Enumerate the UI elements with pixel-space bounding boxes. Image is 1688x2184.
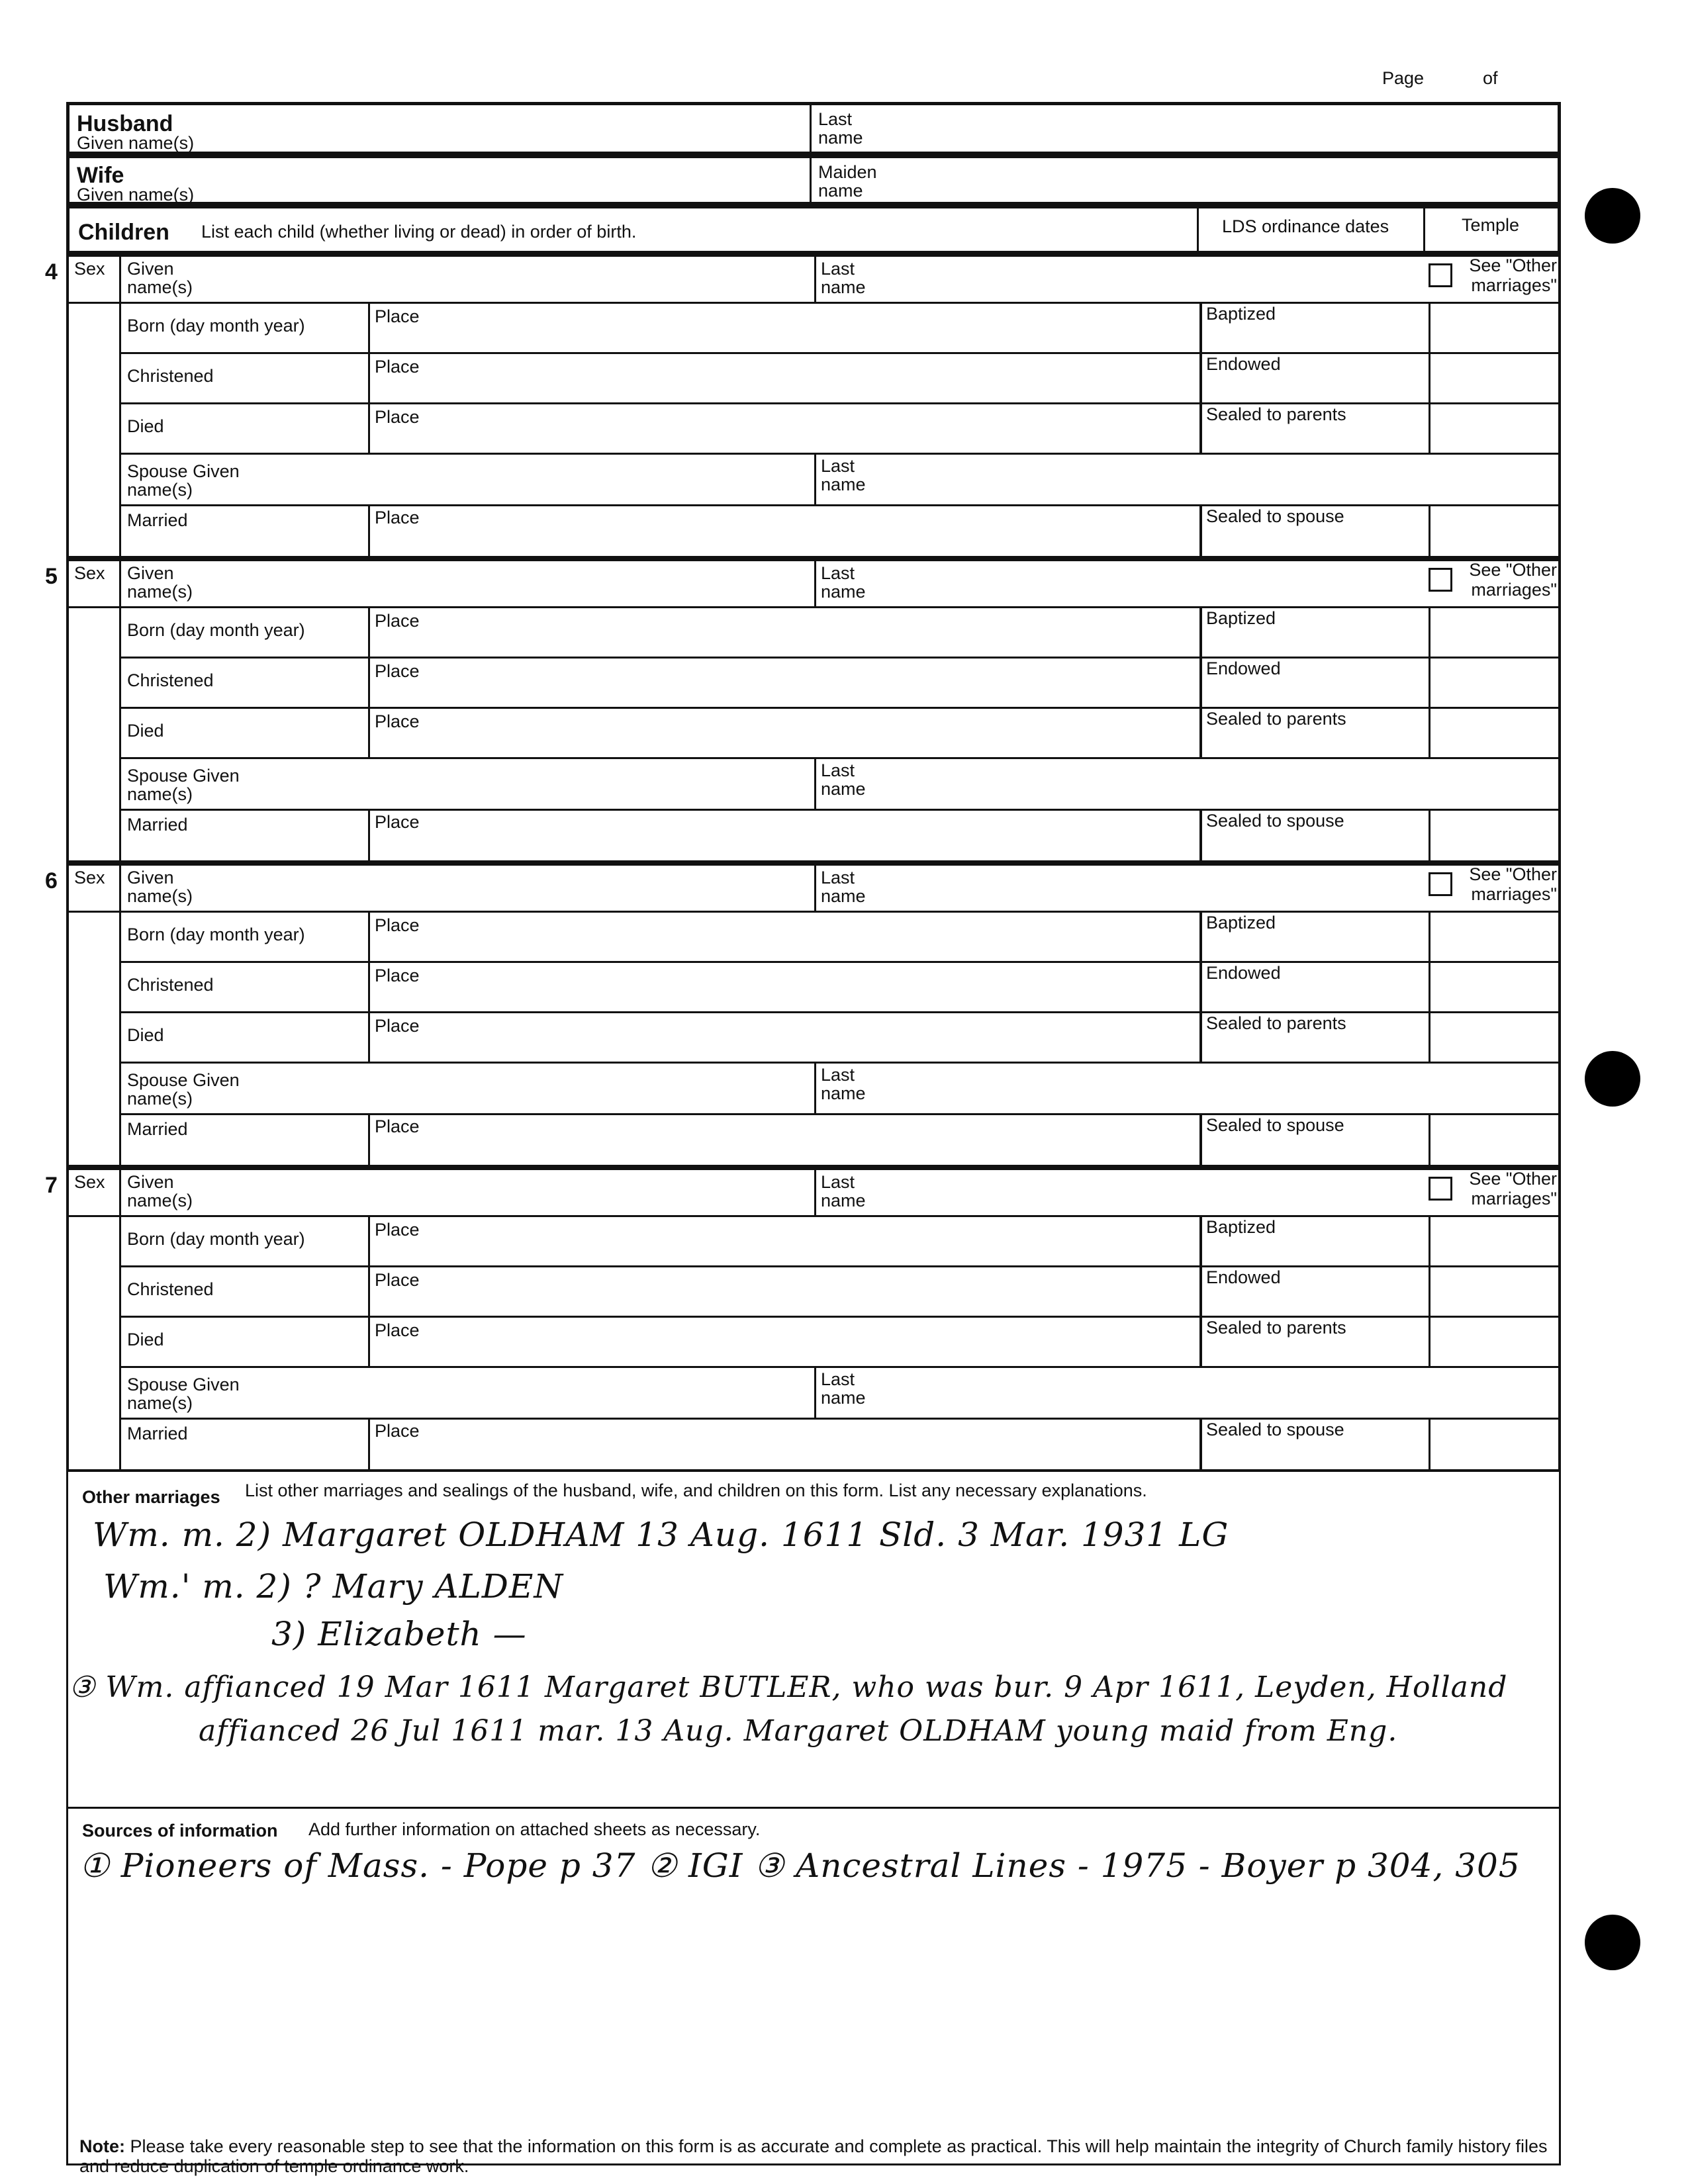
child-5-died-ord-divider	[1199, 707, 1202, 757]
husband-row	[66, 102, 1561, 155]
wife-title: Wife	[77, 163, 124, 188]
child-7-last-divider	[814, 1167, 816, 1215]
child-4-number: 4	[45, 259, 58, 285]
child-7-christened-place-divider	[368, 1265, 370, 1316]
child-6-sealed-spouse-label: Sealed to spouse	[1206, 1115, 1344, 1135]
child-7-christened-label: Christened	[127, 1279, 214, 1299]
child-5-died-label: Died	[127, 721, 164, 741]
child-6-spouse-label: Spouse Given name(s)	[127, 1070, 240, 1109]
child-5-christened-label: Christened	[127, 670, 214, 690]
child-5-spouse-last-divider	[814, 757, 816, 809]
child-7-sex-divider	[119, 1167, 121, 1472]
child-4-baptized-label: Baptized	[1206, 304, 1276, 324]
child-7-died-place-label: Place	[375, 1320, 420, 1340]
child-5-born-bottom	[119, 657, 1561, 659]
child-4-married-ord-divider	[1199, 504, 1202, 559]
child-4-died-label: Died	[127, 416, 164, 436]
child-4-died-place-divider	[368, 402, 370, 453]
child-5-number: 5	[45, 564, 58, 589]
child-5-married-ord-divider	[1199, 809, 1202, 863]
child-4-sex-divider	[119, 254, 121, 559]
children-title: Children	[78, 220, 169, 245]
child-4-spouse-label: Spouse Given name(s)	[127, 461, 240, 500]
child-7-baptized-label: Baptized	[1206, 1217, 1276, 1237]
child-5-see-other-label: See "Other marriages"	[1469, 560, 1557, 600]
child-5-born-ord-divider	[1199, 606, 1202, 657]
child-7-sealed-spouse-label: Sealed to spouse	[1206, 1420, 1344, 1439]
child-7-spouse-label: Spouse Given name(s)	[127, 1375, 240, 1413]
child-6-died-ord-divider	[1199, 1011, 1202, 1062]
child-7-see-other-checkbox[interactable]	[1429, 1177, 1452, 1201]
child-6-spouse-last-label: Last name	[821, 1065, 866, 1103]
child-4-married-label: Married	[127, 510, 188, 530]
child-7-married-label: Married	[127, 1424, 188, 1443]
child-7-born-place-divider	[368, 1215, 370, 1265]
child-7-sealed-parents-label: Sealed to parents	[1206, 1318, 1346, 1338]
child-4-see-other-label: See "Other marriages"	[1469, 255, 1557, 295]
child-4-header-line	[66, 302, 1561, 304]
child-7-died-ord-divider	[1199, 1316, 1202, 1366]
child-5-sex-divider	[119, 559, 121, 863]
child-6-born-label: Born (day month year)	[127, 925, 305, 944]
child-5-header-line	[66, 606, 1561, 608]
child-5-given-label: Given name(s)	[127, 563, 193, 602]
child-7-christened-ord-divider	[1199, 1265, 1202, 1316]
husband-given-label: Given name(s)	[77, 133, 195, 153]
child-6-header-line	[66, 911, 1561, 913]
child-7-christened-temple-divider	[1429, 1265, 1430, 1316]
child-5-sealed-spouse-label: Sealed to spouse	[1206, 811, 1344, 831]
child-4-christened-label: Christened	[127, 366, 214, 386]
child-4-born-bottom	[119, 352, 1561, 354]
child-7-born-place-label: Place	[375, 1220, 420, 1240]
child-5-married-place-label: Place	[375, 812, 420, 832]
child-6-born-place-divider	[368, 911, 370, 961]
child-7-spouse-last-divider	[814, 1366, 816, 1418]
sources-title: Sources of information	[82, 1821, 278, 1841]
child-4-christened-place-label: Place	[375, 357, 420, 377]
child-7-married-place-label: Place	[375, 1421, 420, 1441]
child-4-christened-ord-divider	[1199, 352, 1202, 402]
child-5-born-place-divider	[368, 606, 370, 657]
child-4-died-ord-divider	[1199, 402, 1202, 453]
child-7-born-ord-divider	[1199, 1215, 1202, 1265]
child-7-see-other-label: See "Other marriages"	[1469, 1169, 1557, 1208]
temple-header: Temple	[1462, 215, 1520, 235]
child-5-born-place-label: Place	[375, 611, 420, 631]
child-4-born-temple-divider	[1429, 302, 1430, 352]
child-6-married-place-divider	[368, 1113, 370, 1167]
child-7-given-label: Given name(s)	[127, 1172, 193, 1210]
child-6-sex-label: Sex	[74, 868, 105, 887]
child-5-spouse-last-label: Last name	[821, 760, 866, 799]
wife-given-label: Given name(s)	[77, 185, 195, 205]
child-5-married-place-divider	[368, 809, 370, 863]
child-6-died-temple-divider	[1429, 1011, 1430, 1062]
child-7-died-bottom	[119, 1366, 1561, 1368]
child-7-last-label: Last name	[821, 1172, 866, 1210]
child-5-last-label: Last name	[821, 563, 866, 602]
child-4-sealed-parents-label: Sealed to parents	[1206, 404, 1346, 424]
child-7-born-bottom	[119, 1265, 1561, 1267]
child-6-married-place-label: Place	[375, 1116, 420, 1136]
child-6-christened-place-divider	[368, 961, 370, 1011]
child-4-married-place-label: Place	[375, 508, 420, 527]
child-6-sex-divider	[119, 863, 121, 1167]
child-6-married-ord-divider	[1199, 1113, 1202, 1167]
wife-maiden-label: Maiden name	[818, 162, 877, 201]
child-5-christened-ord-divider	[1199, 657, 1202, 707]
child-6-christened-label: Christened	[127, 975, 214, 995]
child-7-died-place-divider	[368, 1316, 370, 1366]
child-5-see-other-checkbox[interactable]	[1429, 568, 1452, 592]
child-4-sealed-spouse-label: Sealed to spouse	[1206, 506, 1344, 526]
child-6-see-other-checkbox[interactable]	[1429, 872, 1452, 896]
child-5-spouse-label: Spouse Given name(s)	[127, 766, 240, 804]
child-7-died-temple-divider	[1429, 1316, 1430, 1366]
binder-hole-bottom	[1585, 1915, 1640, 1970]
child-6-endowed-label: Endowed	[1206, 963, 1281, 983]
child-5-baptized-label: Baptized	[1206, 608, 1276, 628]
other-marriages-line-5: affianced 26 Jul 1611 mar. 13 Aug. Margaret OLDHAM young maid from Eng.	[199, 1714, 1398, 1748]
child-7-married-place-divider	[368, 1418, 370, 1472]
husband-last-label: Last name	[818, 109, 863, 148]
child-4-last-divider	[814, 254, 816, 302]
child-5-died-place-label: Place	[375, 711, 420, 731]
sources-instruction: Add further information on attached sheets as necessary.	[308, 1819, 761, 1839]
child-7-spouse-last-label: Last name	[821, 1369, 866, 1408]
child-6-married-temple-divider	[1429, 1113, 1430, 1167]
child-5-died-place-divider	[368, 707, 370, 757]
child-6-spouse-last-divider	[814, 1062, 816, 1113]
child-5-died-temple-divider	[1429, 707, 1430, 757]
child-5-christened-place-divider	[368, 657, 370, 707]
husband-title: Husband	[77, 111, 173, 136]
child-6-see-other-label: See "Other marriages"	[1469, 864, 1557, 904]
child-6-baptized-label: Baptized	[1206, 913, 1276, 933]
other-marriages-line-3: 3) Elizabeth —	[271, 1615, 527, 1653]
children-instruction: List each child (whether living or dead) in order of birth.	[201, 222, 637, 242]
child-5-endowed-label: Endowed	[1206, 659, 1281, 678]
child-4-died-place-label: Place	[375, 407, 420, 427]
child-6-given-label: Given name(s)	[127, 868, 193, 906]
child-6-born-temple-divider	[1429, 911, 1430, 961]
note-body: Please take every reasonable step to see that the information on this form is as accurate and complete as practical. This will help maintain the integrity of Church family history files and reduce duplication of temple ordinance work.	[79, 2136, 1548, 2176]
child-5-married-temple-divider	[1429, 809, 1430, 863]
child-5-married-label: Married	[127, 815, 188, 835]
child-5-sex-label: Sex	[74, 563, 105, 583]
child-7-married-ord-divider	[1199, 1418, 1202, 1472]
child-5-sealed-parents-label: Sealed to parents	[1206, 709, 1346, 729]
child-4-died-bottom	[119, 453, 1561, 455]
child-7-married-temple-divider	[1429, 1418, 1430, 1472]
binder-hole-top	[1585, 188, 1640, 244]
child-5-born-temple-divider	[1429, 606, 1430, 657]
child-6-last-label: Last name	[821, 868, 866, 906]
binder-hole-middle	[1585, 1051, 1640, 1107]
other-marriages-instruction: List other marriages and sealings of the husband, wife, and children on this form. List any necessary explanations.	[245, 1480, 1147, 1500]
sources-handwritten: ① Pioneers of Mass. - Pope p 37 ② IGI ③ Ancestral Lines - 1975 - Boyer p 304, 305	[79, 1846, 1521, 1885]
child-6-died-place-label: Place	[375, 1016, 420, 1036]
child-4-spouse-last-divider	[814, 453, 816, 504]
child-6-number: 6	[45, 868, 58, 893]
child-7-born-temple-divider	[1429, 1215, 1430, 1265]
child-6-last-divider	[814, 863, 816, 911]
child-6-sealed-parents-label: Sealed to parents	[1206, 1013, 1346, 1033]
child-4-christened-place-divider	[368, 352, 370, 402]
other-marriages-line-2: Wm.' m. 2) ? Mary ALDEN	[103, 1567, 564, 1606]
child-7-christened-place-label: Place	[375, 1270, 420, 1290]
note-text	[79, 2136, 1575, 2176]
other-marriages-line-4: ③ Wm. affianced 19 Mar 1611 Margaret BUTLER, who was bur. 9 Apr 1611, Leyden, Holland	[69, 1670, 1508, 1704]
child-4-see-other-checkbox[interactable]	[1429, 263, 1452, 287]
child-7-header-line	[66, 1215, 1561, 1217]
child-4-born-label: Born (day month year)	[127, 316, 305, 336]
child-4-born-ord-divider	[1199, 302, 1202, 352]
child-6-born-bottom	[119, 961, 1561, 963]
child-4-sex-label: Sex	[74, 259, 105, 279]
wife-row	[66, 155, 1561, 205]
child-6-christened-temple-divider	[1429, 961, 1430, 1011]
child-6-born-ord-divider	[1199, 911, 1202, 961]
child-6-died-place-divider	[368, 1011, 370, 1062]
child-6-christened-ord-divider	[1199, 961, 1202, 1011]
page-label: Page	[1382, 68, 1425, 88]
child-4-died-temple-divider	[1429, 402, 1430, 453]
child-5-spouse-bottom	[119, 809, 1561, 811]
child-6-christened-place-label: Place	[375, 966, 420, 985]
child-5-died-bottom	[119, 757, 1561, 759]
child-5-last-divider	[814, 559, 816, 606]
child-6-spouse-bottom	[119, 1113, 1561, 1115]
other-marriages-line-1: Wm. m. 2) Margaret OLDHAM 13 Aug. 1611 Sld. 3 Mar. 1931 LG	[93, 1516, 1229, 1554]
child-5-born-label: Born (day month year)	[127, 620, 305, 640]
child-6-died-bottom	[119, 1062, 1561, 1064]
child-4-married-place-divider	[368, 504, 370, 559]
of-label: of	[1483, 68, 1498, 88]
other-marriages-title: Other marriages	[82, 1487, 220, 1507]
child-4-last-label: Last name	[821, 259, 866, 297]
child-4-endowed-label: Endowed	[1206, 354, 1281, 374]
child-4-born-place-divider	[368, 302, 370, 352]
child-4-spouse-bottom	[119, 504, 1561, 506]
child-7-died-label: Died	[127, 1330, 164, 1349]
child-6-died-label: Died	[127, 1025, 164, 1045]
child-7-sex-label: Sex	[74, 1172, 105, 1192]
child-7-endowed-label: Endowed	[1206, 1267, 1281, 1287]
child-4-given-label: Given name(s)	[127, 259, 193, 297]
child-7-born-label: Born (day month year)	[127, 1229, 305, 1249]
child-5-christened-temple-divider	[1429, 657, 1430, 707]
child-6-born-place-label: Place	[375, 915, 420, 935]
child-6-married-label: Married	[127, 1119, 188, 1139]
note-title: Note:	[79, 2136, 125, 2156]
child-4-spouse-last-label: Last name	[821, 456, 866, 494]
child-4-married-temple-divider	[1429, 504, 1430, 559]
child-4-born-place-label: Place	[375, 306, 420, 326]
sources-divider	[66, 1807, 1561, 1809]
child-5-christened-place-label: Place	[375, 661, 420, 681]
child-7-number: 7	[45, 1173, 58, 1198]
child-4-christened-temple-divider	[1429, 352, 1430, 402]
lds-ordinance-header: LDS ordinance dates	[1222, 216, 1389, 236]
child-7-spouse-bottom	[119, 1418, 1561, 1420]
